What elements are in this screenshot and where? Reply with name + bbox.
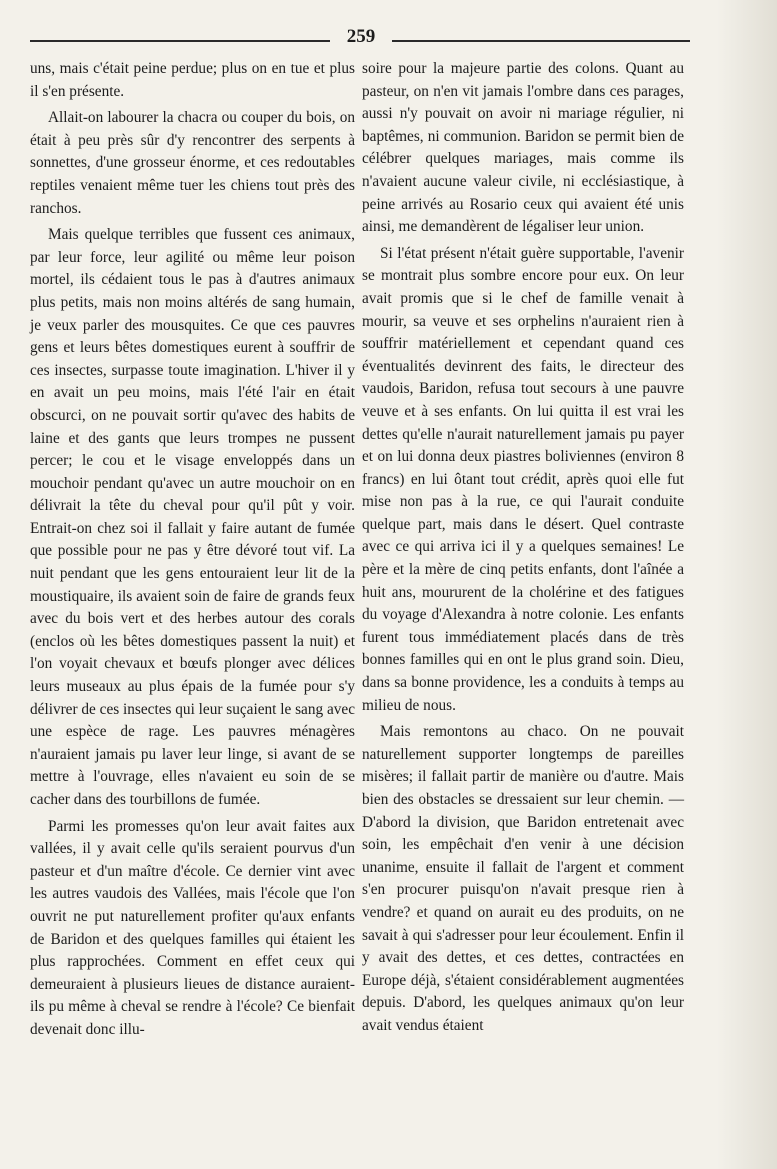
left-column	[30, 58, 355, 1042]
paragraph: Parmi les promesses qu'on leur avait faites aux vallées, il y avait celle qu'ils seraient pourvus d'un pasteur et d'un maître d'école. Ce dernier vint avec les autres vaudois des Vallées, mais l'école que l'on ouvrit ne put naturellement profiter qu'aux enfants de Baridon et des quelques familles qui étaient les plus rapprochées. Comment en effet ceux qui demeuraient à plusieurs lieues de distance auraient-ils pu même à cheval se rendre à l'école? Ce bienfait devenait donc illu-	[30, 817, 355, 1038]
page-number: 259	[346, 26, 376, 47]
paragraph: Allait-on labourer la chacra ou couper du bois, on était à peu près sûr d'y rencontrer des serpents à sonnettes, d'une grosseur énorme, et ces redoutables reptiles venaient même tuer les chiens tout près des ranchos.	[30, 109, 355, 217]
page-edge-shadow	[717, 0, 777, 1169]
page-header	[30, 26, 690, 56]
paragraph: soire pour la majeure partie des colons. Quant au pasteur, on n'en vit jamais l'ombre dans ces parages, aussi n'y pouvait on avoir ni mariage régulier, ni baptêmes, ni communion. Baridon se permit bien de célébrer quelques mariages, mais comme ils n'avaient aucune valeur civile, ni ecclésiastique, à peine arrivés au Rosario ceux qui avaient été unis ainsi, me demandèrent de légaliser leur union.	[362, 60, 684, 236]
paragraph: uns, mais c'était peine perdue; plus on en tue et plus il s'en présente.	[30, 60, 355, 100]
right-column	[362, 58, 684, 1038]
header-rule-right	[392, 40, 690, 42]
paragraph: Mais quelque terribles que fussent ces animaux, par leur force, leur agilité ou même leur poison mortel, ils cédaient tous le pas à d'autres animaux plus petits, mais non moins altérés de sang humain, je veux parler des mousquites. Ce que ces pauvres gens et leurs bêtes domestiques eurent à souffrir de ces insectes, surpasse toute imagination. L'hiver il y en avait un peu moins, mais l'été l'air en était obscurci, on ne pouvait sortir qu'avec des habits de laine et des gants que leurs trompes ne pussent percer; le cou et le visage enveloppés dans un mouchoir pendant qu'avec un autre mouchoir on en délivrait la tête du cheval pour qu'il pût y voir. Entrait-on chez soi il fallait y faire autant de fumée que possible pour ne pas y être dévoré tout vif. La nuit pendant que les gens entouraient leur lit de la moustiquaire, ils avaient soin de faire de grands feux avec du bois vert et des herbes autour des corals (enclos où les bêtes domestiques passent la nuit) et l'on voyait chevaux et bœufs plonger avec délices leurs museaux au plus épais de la fumée pour s'y délivrer de ces insectes qui leur suçaient le sang avec une espèce de rage. Les pauvres ménagères n'auraient jamais pu laver leur linge, si avant de se mettre à l'ouvrage, elles n'avaient eu soin de se cacher dans des tourbillons de fumée.	[30, 226, 355, 808]
paragraph: Mais remontons au chaco. On ne pouvait naturellement supporter longtemps de pareilles misères; il fallait partir de manière ou d'autre. Mais bien des obstacles se dressaient sur leur chemin. — D'abord la division, que Baridon entretenait avec soin, les empêchait d'en venir à une décision unanime, ensuite il fallait de l'argent et comment s'en procurer puisqu'on n'avait presque rien à vendre? et quand on aurait eu des produits, on ne savait à qui s'adresser pour leur écoulement. Enfin il y avait des dettes, et ces dettes, contractées en Europe déjà, s'étaient considérablement augmentées depuis. D'abord, les quelques animaux qu'on leur avait vendus étaient	[362, 723, 684, 1034]
paragraph: Si l'état présent n'était guère supportable, l'avenir se montrait plus sombre encore pour eux. On leur avait promis que si le chef de famille venait à mourir, sa veuve et ses orphelins n'auraient rien à souffrir matériellement et cependant quand ces éventualités devinrent des faits, le directeur des vaudois, Baridon, refusa tout secours à une pauvre veuve et à ses enfants. On lui quitta il est vrai les dettes qu'elle n'aurait naturellement jamais pu payer et on lui donna deux piastres boliviennes (environ 8 francs) en lui ôtant tout crédit, après quoi elle fut mise non pas à la rue, ce qui l'aurait conduite quelque part, mais dans le désert. Quel contraste avec ce qui arriva ici il y a quelques semaines! Le père et la mère de cinq petits enfants, dont l'aînée a huit ans, moururent de la cholérine et des fatigues du voyage d'Alexandra à notre colonie. Les enfants furent tous immédiatement placés dans de très bonnes familles qui en ont le plus grand soin. Dieu, dans sa bonne providence, les a conduits à temps au milieu de nous.	[362, 244, 684, 714]
header-rule-left	[30, 40, 330, 42]
